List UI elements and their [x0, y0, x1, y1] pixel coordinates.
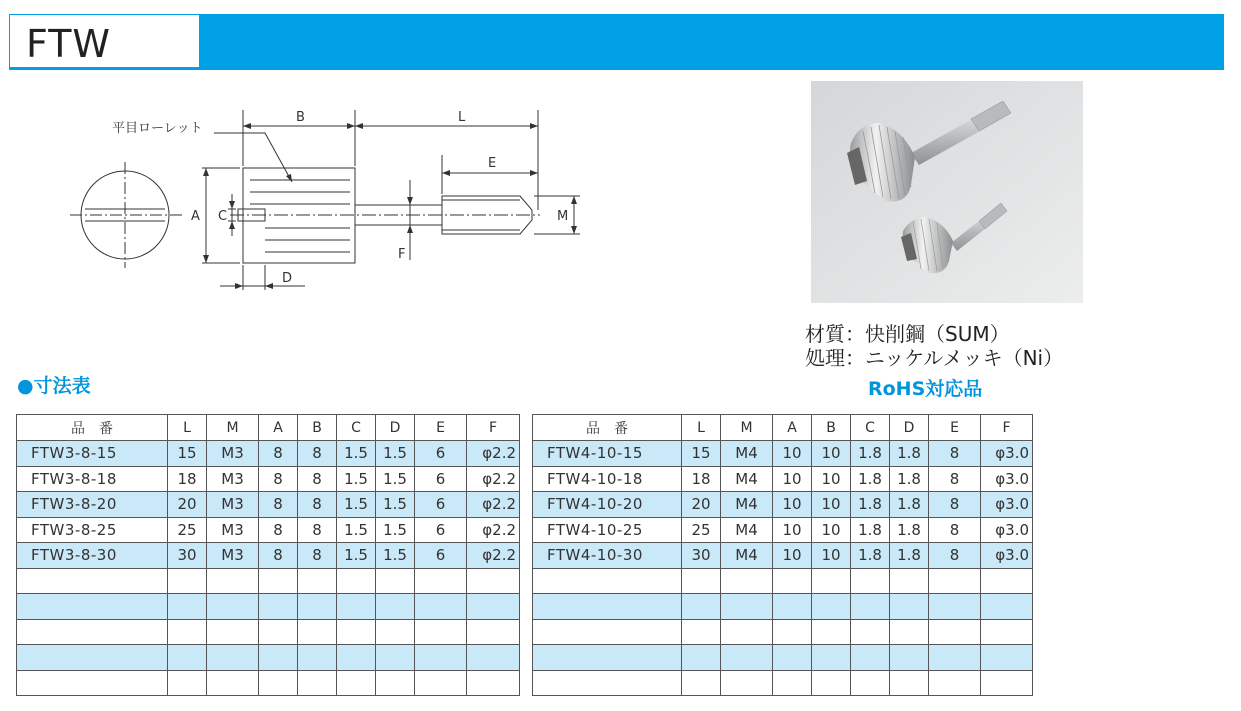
table-cell: 8	[259, 517, 298, 543]
table-cell: 1.5	[376, 543, 415, 569]
table-cell	[415, 670, 467, 696]
table-cell: 25	[168, 517, 207, 543]
table-cell	[533, 670, 682, 696]
table-cell: 10	[812, 466, 851, 492]
table-cell: 30	[168, 543, 207, 569]
rohs-label: RoHS対応品	[868, 378, 983, 400]
table-cell	[207, 670, 259, 696]
dimension-table-m4	[532, 414, 1033, 696]
dim-label-d: D	[282, 271, 293, 286]
table-cell	[890, 670, 929, 696]
column-header: C	[337, 415, 376, 441]
table-cell: FTW4-10-25	[533, 517, 682, 543]
table-row	[533, 594, 1033, 620]
table-cell	[890, 619, 929, 645]
table-cell: 8	[929, 492, 981, 518]
table-cell	[851, 670, 890, 696]
table-cell: φ3.0	[981, 441, 1033, 467]
table-cell	[168, 645, 207, 671]
table-cell: 15	[168, 441, 207, 467]
table-cell: M3	[207, 517, 259, 543]
table-cell: 10	[773, 441, 812, 467]
table-cell	[929, 619, 981, 645]
table-cell	[721, 619, 773, 645]
table-cell: 6	[415, 466, 467, 492]
table-cell: 8	[259, 441, 298, 467]
table-cell: M4	[721, 543, 773, 569]
table-cell: M4	[721, 492, 773, 518]
table-cell: 10	[812, 517, 851, 543]
table-cell: 8	[298, 466, 337, 492]
table-cell: FTW4-10-15	[533, 441, 682, 467]
table-cell	[17, 645, 168, 671]
table-cell	[467, 594, 520, 620]
table-cell: M4	[721, 441, 773, 467]
table-cell	[168, 568, 207, 594]
table-cell	[682, 645, 721, 671]
table-cell: 8	[259, 492, 298, 518]
table-row	[533, 492, 1033, 518]
column-header: E	[415, 415, 467, 441]
column-header: M	[207, 415, 259, 441]
table-row	[17, 466, 520, 492]
table-header-row	[533, 415, 1033, 441]
table-cell	[467, 568, 520, 594]
table-cell: 8	[259, 466, 298, 492]
table-cell: 18	[682, 466, 721, 492]
table-cell: 10	[812, 441, 851, 467]
table-cell	[533, 568, 682, 594]
table-cell	[773, 670, 812, 696]
table-cell	[337, 568, 376, 594]
table-row	[17, 568, 520, 594]
table-cell: FTW4-10-18	[533, 466, 682, 492]
table-cell: FTW3-8-18	[17, 466, 168, 492]
table-cell	[721, 568, 773, 594]
table-cell: 1.8	[851, 466, 890, 492]
table-cell: 1.8	[890, 517, 929, 543]
table-cell	[337, 619, 376, 645]
table-cell	[376, 594, 415, 620]
table-cell: 6	[415, 543, 467, 569]
table-cell	[259, 568, 298, 594]
table-cell	[207, 594, 259, 620]
table-cell	[259, 645, 298, 671]
column-header: D	[890, 415, 929, 441]
column-header: 品 番	[533, 415, 682, 441]
table-cell	[773, 619, 812, 645]
column-header: 品 番	[17, 415, 168, 441]
table-cell	[890, 594, 929, 620]
table-cell	[721, 670, 773, 696]
knurl-label: 平目ローレット	[112, 121, 203, 136]
table-cell: 1.5	[337, 466, 376, 492]
table-cell: 1.5	[376, 466, 415, 492]
table-cell	[682, 568, 721, 594]
product-photo	[811, 81, 1083, 303]
table-cell	[533, 619, 682, 645]
column-header: A	[259, 415, 298, 441]
section-title: ●寸法表	[17, 375, 91, 397]
table-cell: 1.8	[851, 517, 890, 543]
table-cell	[207, 568, 259, 594]
column-header: F	[467, 415, 520, 441]
table-cell: 20	[682, 492, 721, 518]
table-cell	[773, 645, 812, 671]
table-cell	[17, 594, 168, 620]
table-cell	[929, 670, 981, 696]
dim-label-c: C	[218, 209, 228, 224]
table-row	[533, 670, 1033, 696]
table-cell: 6	[415, 441, 467, 467]
dim-label-f: F	[398, 247, 406, 262]
table-cell	[207, 619, 259, 645]
table-cell: 15	[682, 441, 721, 467]
table-cell: 8	[929, 441, 981, 467]
column-header: F	[981, 415, 1033, 441]
table-cell: 8	[929, 466, 981, 492]
table-cell: FTW3-8-15	[17, 441, 168, 467]
table-row	[533, 619, 1033, 645]
table-cell: FTW3-8-25	[17, 517, 168, 543]
material-text: 材質：快削鋼（SUM）	[805, 322, 1010, 346]
table-cell: 8	[298, 441, 337, 467]
table-cell	[376, 619, 415, 645]
table-cell	[259, 619, 298, 645]
table-cell: 10	[812, 492, 851, 518]
table-cell: φ2.2	[467, 543, 520, 569]
table-cell	[533, 594, 682, 620]
table-cell	[773, 594, 812, 620]
table-cell	[467, 670, 520, 696]
table-cell	[812, 670, 851, 696]
technical-drawing	[60, 100, 590, 300]
table-cell	[298, 619, 337, 645]
column-header: C	[851, 415, 890, 441]
table-cell: FTW4-10-20	[533, 492, 682, 518]
table-cell: 10	[773, 543, 812, 569]
table-cell	[298, 594, 337, 620]
dim-label-a: A	[191, 209, 200, 224]
table-cell: 8	[259, 543, 298, 569]
table-cell: 1.8	[890, 441, 929, 467]
table-cell	[981, 645, 1033, 671]
table-row	[533, 543, 1033, 569]
table-row	[533, 568, 1033, 594]
table-cell	[467, 619, 520, 645]
table-cell	[467, 645, 520, 671]
table-row	[17, 594, 520, 620]
table-cell: φ2.2	[467, 492, 520, 518]
table-cell: φ2.2	[467, 517, 520, 543]
table-header-row	[17, 415, 520, 441]
table-cell	[415, 619, 467, 645]
table-cell	[168, 619, 207, 645]
column-header: M	[721, 415, 773, 441]
column-header: A	[773, 415, 812, 441]
table-cell	[17, 568, 168, 594]
table-cell: 8	[298, 492, 337, 518]
table-cell	[682, 670, 721, 696]
table-cell: 10	[812, 543, 851, 569]
table-cell: 1.5	[376, 517, 415, 543]
table-cell	[168, 670, 207, 696]
table-cell: 8	[298, 517, 337, 543]
table-cell	[376, 568, 415, 594]
table-cell: 1.5	[376, 492, 415, 518]
table-cell	[17, 619, 168, 645]
column-header: L	[682, 415, 721, 441]
column-header: L	[168, 415, 207, 441]
table-cell	[298, 645, 337, 671]
table-row	[533, 517, 1033, 543]
table-cell: 1.5	[337, 441, 376, 467]
table-cell	[337, 645, 376, 671]
table-cell: φ3.0	[981, 492, 1033, 518]
table-cell	[890, 645, 929, 671]
table-cell: 1.5	[337, 492, 376, 518]
table-cell: 1.8	[890, 466, 929, 492]
table-row	[17, 619, 520, 645]
treatment-text: 処理：ニッケルメッキ（Ni）	[805, 346, 1064, 370]
table-cell	[682, 594, 721, 620]
table-cell	[415, 645, 467, 671]
table-cell: M3	[207, 441, 259, 467]
table-cell	[168, 594, 207, 620]
table-cell: 8	[929, 543, 981, 569]
table-cell: 8	[298, 543, 337, 569]
table-cell: M3	[207, 466, 259, 492]
table-cell: FTW3-8-30	[17, 543, 168, 569]
table-cell	[533, 645, 682, 671]
table-cell: FTW4-10-30	[533, 543, 682, 569]
table-cell: 10	[773, 466, 812, 492]
table-cell	[981, 594, 1033, 620]
table-cell: φ3.0	[981, 517, 1033, 543]
table-cell: φ2.2	[467, 441, 520, 467]
table-cell	[376, 670, 415, 696]
table-cell: 1.5	[337, 543, 376, 569]
column-header: D	[376, 415, 415, 441]
table-cell	[812, 645, 851, 671]
table-cell: 30	[682, 543, 721, 569]
table-cell: 1.5	[376, 441, 415, 467]
table-cell: M4	[721, 466, 773, 492]
table-cell	[773, 568, 812, 594]
table-cell	[721, 645, 773, 671]
table-row	[533, 645, 1033, 671]
table-cell: 6	[415, 517, 467, 543]
column-header: B	[298, 415, 337, 441]
table-cell	[721, 594, 773, 620]
table-cell	[851, 568, 890, 594]
table-cell: 6	[415, 492, 467, 518]
table-cell: M3	[207, 492, 259, 518]
table-cell: φ3.0	[981, 466, 1033, 492]
table-cell	[851, 619, 890, 645]
table-cell: 1.8	[851, 543, 890, 569]
table-cell: M3	[207, 543, 259, 569]
dim-label-m: M	[557, 209, 569, 224]
table-cell	[259, 594, 298, 620]
table-row	[17, 543, 520, 569]
table-cell	[337, 594, 376, 620]
table-cell	[981, 568, 1033, 594]
table-cell	[929, 645, 981, 671]
table-cell: 20	[168, 492, 207, 518]
table-cell	[890, 568, 929, 594]
table-cell	[851, 594, 890, 620]
table-cell: φ3.0	[981, 543, 1033, 569]
column-header: E	[929, 415, 981, 441]
column-header: B	[812, 415, 851, 441]
dim-label-b: B	[296, 110, 305, 125]
table-cell: φ2.2	[467, 466, 520, 492]
table-cell	[207, 645, 259, 671]
table-cell	[259, 670, 298, 696]
table-cell	[376, 645, 415, 671]
table-cell: 8	[929, 517, 981, 543]
dim-label-e: E	[488, 156, 497, 171]
table-cell: 18	[168, 466, 207, 492]
table-row	[533, 441, 1033, 467]
table-cell	[981, 619, 1033, 645]
table-cell: 1.8	[851, 441, 890, 467]
table-cell	[298, 568, 337, 594]
table-cell	[929, 594, 981, 620]
table-cell: 1.5	[337, 517, 376, 543]
table-row	[17, 645, 520, 671]
table-cell	[812, 619, 851, 645]
dimension-table-m3	[16, 414, 520, 696]
table-cell: 10	[773, 517, 812, 543]
table-cell	[415, 568, 467, 594]
table-cell: M4	[721, 517, 773, 543]
table-cell	[812, 568, 851, 594]
table-cell	[981, 670, 1033, 696]
table-cell	[298, 670, 337, 696]
table-row	[533, 466, 1033, 492]
dim-label-l: L	[458, 110, 466, 125]
table-row	[17, 441, 520, 467]
table-row	[17, 492, 520, 518]
table-cell	[17, 670, 168, 696]
table-cell: 10	[773, 492, 812, 518]
table-cell	[682, 619, 721, 645]
page-title: FTW	[26, 22, 111, 66]
table-cell	[337, 670, 376, 696]
table-cell	[812, 594, 851, 620]
table-cell	[851, 645, 890, 671]
table-cell: 25	[682, 517, 721, 543]
table-cell: 1.8	[851, 492, 890, 518]
table-cell: FTW3-8-20	[17, 492, 168, 518]
table-cell	[415, 594, 467, 620]
table-row	[17, 517, 520, 543]
table-cell	[929, 568, 981, 594]
table-cell: 1.8	[890, 543, 929, 569]
table-row	[17, 670, 520, 696]
table-cell: 1.8	[890, 492, 929, 518]
